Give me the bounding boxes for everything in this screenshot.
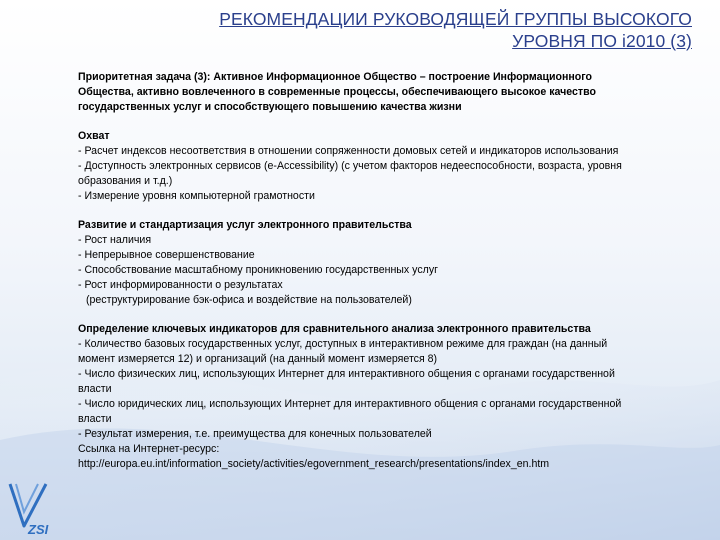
indicators-line-4: власти xyxy=(78,383,112,395)
logo-text: ZSI xyxy=(28,522,49,536)
indicators-line-3: - Число физических лиц, использующих Интернет для интерактивного общения с органами государственной xyxy=(78,368,615,380)
development-line-4: - Рост информированности о результатах xyxy=(78,279,283,291)
link-url[interactable]: http://europa.eu.int/information_society/activities/egovernment_research/presentations/index_en.htm xyxy=(78,458,550,470)
indicators-heading: Определение ключевых индикаторов для сравнительного анализа электронного правительства xyxy=(78,323,591,335)
indicators-line-6: власти xyxy=(78,413,112,425)
development-line-3: - Способствование масштабному проникновению государственных услуг xyxy=(78,264,438,276)
priority-line-3: государственных услуг и способствующего повышению качества жизни xyxy=(78,101,462,113)
coverage-heading: Охват xyxy=(78,130,110,142)
title-line-1: РЕКОМЕНДАЦИИ РУКОВОДЯЩЕЙ ГРУППЫ ВЫСОКОГО xyxy=(219,9,692,29)
priority-line-1: Приоритетная задача (3): Активное Информационное Общество – построение Информационного xyxy=(78,71,592,83)
indicators-line-2: момент измеряется 12) и организаций (на данный момент измеряется 8) xyxy=(78,353,438,365)
link-label: Ссылка на Интернет-ресурс: xyxy=(78,443,220,455)
coverage-line-3: образования и т.д.) xyxy=(78,175,173,187)
development-line-5: (реструктурирование бэк-офиса и воздействие на пользователей) xyxy=(86,294,412,306)
zsi-logo xyxy=(6,478,68,536)
slide-title xyxy=(92,8,692,52)
indicators-line-7: - Результат измерения, т.е. преимущества для конечных пользователей xyxy=(78,428,432,440)
development-section xyxy=(78,218,698,308)
coverage-line-2: - Доступность электронных сервисов (e-Accessibility) (с учетом факторов недееспособности, возраста, уровня xyxy=(78,160,622,172)
indicators-section xyxy=(78,322,698,472)
development-line-1: - Рост наличия xyxy=(78,234,152,246)
development-heading: Развитие и стандартизация услуг электронного правительства xyxy=(78,219,412,231)
priority-line-2: Общества, активно вовлеченного в современные процессы, обеспечивающего высокое качество xyxy=(78,86,596,98)
indicators-line-5: - Число юридических лиц, использующих Интернет для интерактивного общения с органами государственной xyxy=(78,398,622,410)
coverage-line-4: - Измерение уровня компьютерной грамотности xyxy=(78,190,315,202)
coverage-line-1: - Расчет индексов несоответствия в отношении сопряженности домовых сетей и индикаторов использования xyxy=(78,145,619,157)
slide-content xyxy=(78,70,698,472)
title-line-2: УРОВНЯ ПО i2010 (3) xyxy=(512,31,692,51)
development-line-2: - Непрерывное совершенствование xyxy=(78,249,255,261)
coverage-section xyxy=(78,129,698,204)
indicators-line-1: - Количество базовых государственных услуг, доступных в интерактивном режиме для граждан (на данный xyxy=(78,338,608,350)
priority-block xyxy=(78,70,698,115)
